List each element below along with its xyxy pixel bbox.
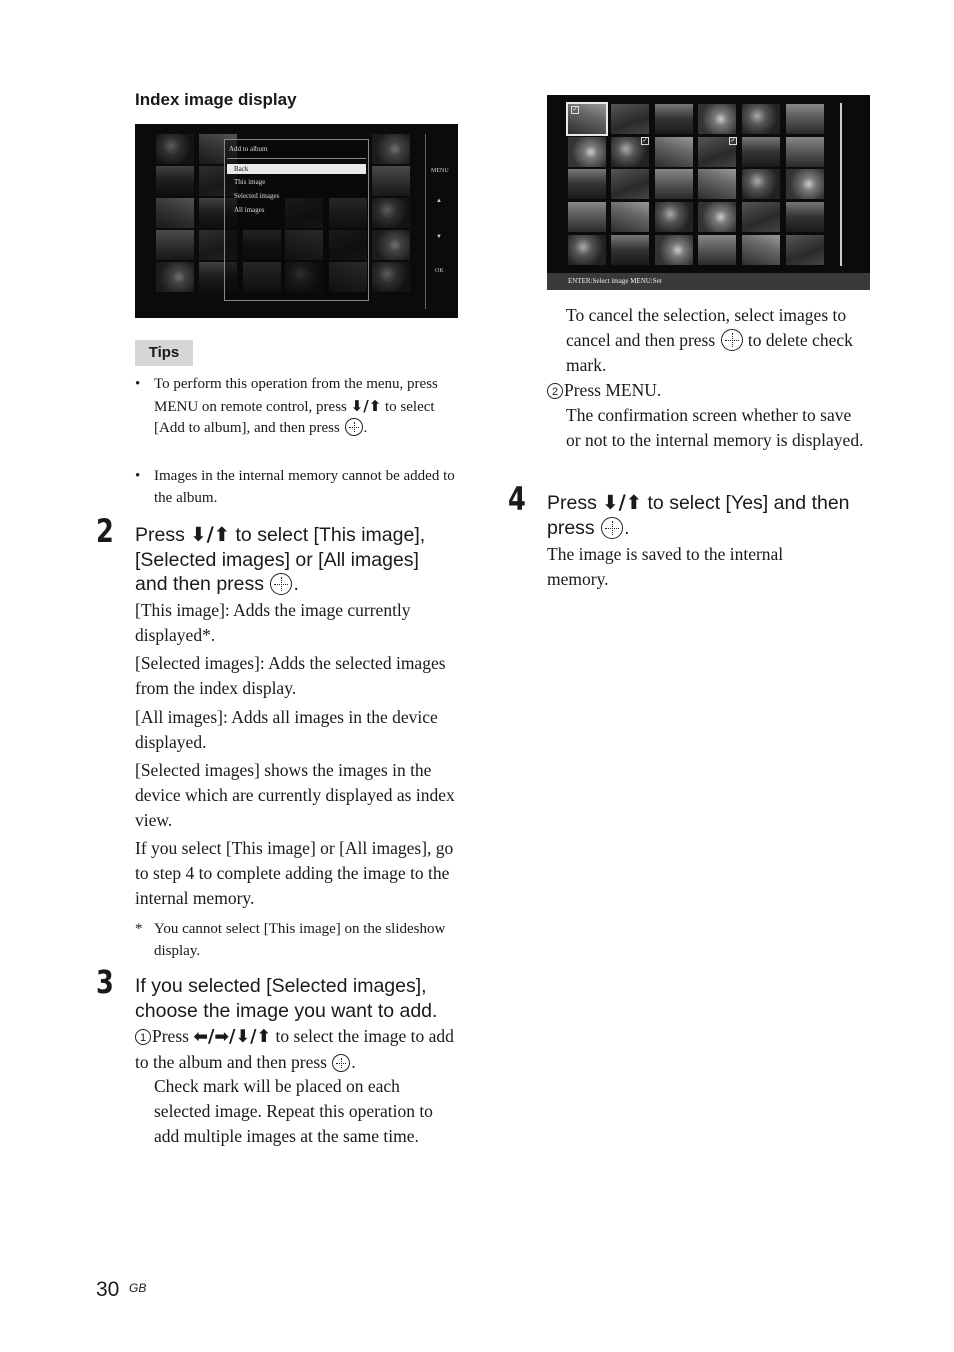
thumbnail	[156, 198, 194, 228]
step-3-substep-2-detail: The confirmation screen whether to save or not to the internal memory is displayed.	[566, 405, 864, 450]
index-selection-screenshot	[547, 95, 870, 290]
thumbnail	[568, 169, 606, 199]
thumbnail	[372, 262, 410, 292]
enter-button-icon	[601, 517, 623, 539]
heading-text: Press	[135, 524, 185, 546]
circled-number-1: 1	[135, 1029, 151, 1045]
substep-text: Press MENU.	[564, 380, 662, 400]
thumbnail	[655, 137, 693, 167]
thumbnail	[742, 235, 780, 265]
side-label-menu: MENU	[431, 168, 449, 174]
step-2-heading	[135, 523, 455, 597]
thumbnail	[786, 169, 824, 199]
side-label-down: ▼	[436, 234, 442, 240]
thumbnail	[611, 202, 649, 232]
side-guide-divider	[425, 134, 426, 309]
substep-text: to select the image to add to the album and then press	[135, 1026, 454, 1072]
thumbnail	[786, 137, 824, 167]
thumbnail	[786, 104, 824, 134]
heading-text: Press	[547, 492, 597, 514]
page-number: 30	[96, 1278, 120, 1301]
thumbnail	[698, 169, 736, 199]
substep-text: Press	[152, 1026, 189, 1046]
left-right-down-up-arrow-icon: ⬅/➡/⬇/⬆	[193, 1027, 272, 1047]
tip-item-2	[135, 466, 464, 509]
page-language-code: GB	[129, 1281, 147, 1295]
status-text: ENTER:Select image MENU:Set	[568, 277, 662, 285]
step-2-paragraph: [All images]: Adds all images in the device displayed.	[135, 707, 438, 752]
tips-badge: Tips	[135, 340, 193, 366]
menu-title: Add to album	[229, 145, 268, 153]
check-mark-icon: ✓	[572, 107, 578, 113]
thumbnail	[156, 166, 194, 196]
status-bar	[547, 273, 870, 290]
tip-text: To perform this operation from the menu, press MENU on remote control, press	[154, 376, 438, 415]
thumbnail	[611, 169, 649, 199]
step-number-3: 3	[96, 963, 114, 1001]
thumbnail	[698, 235, 736, 265]
thumbnail	[156, 134, 194, 164]
index-display-menu-screenshot	[135, 124, 458, 318]
thumbnail	[742, 169, 780, 199]
menu-item-this-image[interactable]: This image	[234, 178, 266, 186]
down-up-arrow-icon: ⬇/⬆	[190, 523, 231, 546]
check-mark-icon: ✓	[642, 138, 648, 144]
menu-item-selected-images[interactable]: Selected images	[234, 192, 280, 200]
heading-text: to select [Yes] and then press	[547, 492, 850, 539]
scrollbar[interactable]	[840, 103, 842, 266]
cancel-text: To cancel the selection, select images to cancel and then press	[566, 305, 847, 350]
thumbnail	[742, 104, 780, 134]
thumbnail	[372, 166, 410, 196]
step-3-substep-2	[547, 378, 867, 403]
tip-text: Images in the internal memory cannot be added to the album.	[154, 468, 455, 506]
step-2-paragraph: [Selected images] shows the images in the device which are currently displayed as index view.	[135, 760, 455, 830]
tip-text: .	[363, 420, 368, 436]
tip-text: to select [Add to album], and then press	[154, 398, 435, 436]
heading-text: to select [This image], [Selected images] or [All images] and then press	[135, 524, 426, 595]
thumbnail	[655, 235, 693, 265]
thumbnail	[786, 235, 824, 265]
step-4-heading	[547, 491, 877, 540]
step-number-4: 4	[508, 480, 526, 518]
add-to-album-menu	[224, 139, 369, 301]
enter-button-icon	[345, 418, 363, 436]
cancel-selection-text	[566, 303, 876, 378]
enter-button-icon	[721, 329, 743, 351]
thumbnail	[156, 262, 194, 292]
down-up-arrow-icon: ⬇/⬆	[350, 396, 382, 415]
step-3-substep-1-detail: Check mark will be placed on each selected image. Repeat this operation to add multiple images at the same time.	[154, 1076, 433, 1146]
side-label-up: ▲	[436, 198, 442, 204]
menu-divider	[227, 158, 366, 159]
thumbnail	[655, 202, 693, 232]
footnote-mark: *	[135, 921, 143, 937]
thumbnail	[698, 104, 736, 134]
tip-item-1	[135, 374, 464, 440]
thumbnail	[568, 202, 606, 232]
check-mark-icon: ✓	[730, 138, 736, 144]
thumbnail	[786, 202, 824, 232]
substep-text: .	[351, 1052, 356, 1072]
menu-item-all-images[interactable]: All images	[234, 206, 265, 214]
thumbnail	[372, 134, 410, 164]
down-up-arrow-icon: ⬇/⬆	[602, 491, 643, 514]
enter-button-icon	[332, 1054, 350, 1072]
step-2-paragraph: [This image]: Adds the image currently displayed*.	[135, 600, 411, 645]
thumbnail	[568, 137, 606, 167]
step-3-heading: If you selected [Selected images], choose the image you want to add.	[135, 975, 438, 1022]
heading-text: .	[624, 516, 630, 539]
bullet-dot: •	[135, 468, 141, 484]
circled-number-2: 2	[547, 383, 563, 399]
step-number-2: 2	[96, 512, 114, 550]
menu-item-back[interactable]: Back	[227, 164, 366, 174]
step-3-substep-1	[135, 1024, 460, 1075]
side-label-ok: OK	[435, 268, 444, 274]
thumbnail	[742, 202, 780, 232]
thumbnail	[156, 230, 194, 260]
thumbnail	[698, 202, 736, 232]
step-4-body: The image is saved to the internal memory.	[547, 544, 784, 589]
thumbnail	[372, 198, 410, 228]
heading-text: .	[293, 573, 299, 595]
thumbnail	[742, 137, 780, 167]
step-2-paragraph: If you select [This image] or [All images], go to step 4 to complete adding the image to the internal memory.	[135, 838, 454, 908]
thumbnail	[655, 104, 693, 134]
cancel-text: to delete check mark.	[566, 330, 853, 375]
step-2-paragraph: [Selected images]: Adds the selected images from the index display.	[135, 653, 446, 698]
thumbnail	[611, 104, 649, 134]
thumbnail	[611, 235, 649, 265]
thumbnail	[372, 230, 410, 260]
thumbnail	[655, 169, 693, 199]
footnote: You cannot select [This image] on the slideshow display.	[154, 921, 446, 959]
thumbnail	[568, 235, 606, 265]
bullet-dot: •	[135, 376, 141, 392]
section-heading: Index image display	[135, 90, 297, 109]
enter-button-icon	[270, 573, 292, 595]
